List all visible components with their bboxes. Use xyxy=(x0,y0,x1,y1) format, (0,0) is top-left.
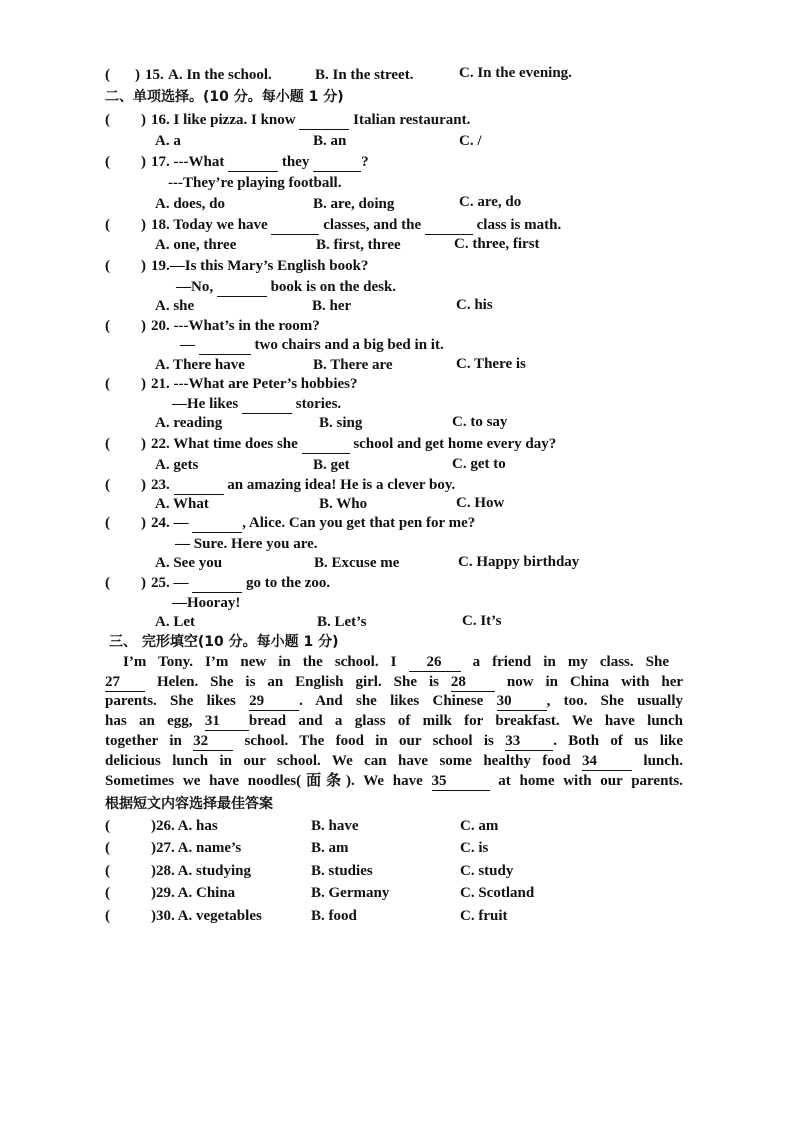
q22-option-c: C. get to xyxy=(452,456,506,472)
passage-line-3 xyxy=(105,692,683,711)
q24-stem-part2: , Alice. Can you get that pen for me? xyxy=(242,515,476,531)
passage-text: school. The food in our school is xyxy=(244,733,494,749)
q16-option-b: B. an xyxy=(313,133,347,149)
q21-blank xyxy=(242,395,292,414)
q25-option-b: B. Let’s xyxy=(317,614,367,630)
passage-line-2 xyxy=(105,673,683,692)
q25-stem-part2: go to the zoo. xyxy=(246,575,331,591)
q19-close-paren: ) xyxy=(141,258,146,274)
q20-option-a: A. There have xyxy=(155,357,245,373)
q22-option-a: A. gets xyxy=(155,457,199,473)
q17-option-b: B. are, doing xyxy=(313,196,395,212)
q17-blank-2 xyxy=(313,153,361,172)
section-3-title: 三、 完形填空(10 分。每小题 1 分) xyxy=(109,634,339,650)
passage-text: bread and a glass of milk for breakfast. We have lunch xyxy=(248,713,683,729)
q15-option-a: A. In the school. xyxy=(168,67,272,83)
q27-option-b: B. am xyxy=(311,840,349,856)
q17-option-a: A. does, do xyxy=(155,196,226,212)
q30-option-a: )30. A. vegetables xyxy=(151,908,262,924)
q19-option-c: C. his xyxy=(456,297,493,313)
q23-close-paren: ) xyxy=(141,477,146,493)
q24-stem xyxy=(151,514,475,533)
q16-close-paren: ) xyxy=(141,112,146,128)
q15-close-paren: ) xyxy=(135,67,140,83)
q25-option-a: A. Let xyxy=(155,614,195,630)
q19-reply-part1: —No, xyxy=(176,279,214,295)
q17-stem-part2: they xyxy=(281,154,310,170)
q25-stem-part1: 25. — xyxy=(151,575,189,591)
passage-line-6 xyxy=(105,752,683,771)
q16-option-c: C. / xyxy=(459,133,482,149)
q16-paren: ( xyxy=(105,112,110,128)
q19-reply xyxy=(176,278,396,297)
passage-text: a friend in my class. She xyxy=(472,654,670,670)
blank-29: 29 xyxy=(249,692,299,711)
passage-text: . Both of us like xyxy=(553,733,684,749)
q27-paren: ( xyxy=(105,840,110,856)
passage-text: lunch. xyxy=(643,753,684,769)
q17-stem xyxy=(151,153,369,172)
passage-text: delicious lunch in our school. We can have some healthy food xyxy=(105,753,571,769)
q30-option-c: C. fruit xyxy=(460,908,508,924)
q18-option-b: B. first, three xyxy=(316,237,401,253)
q24-reply: — Sure. Here you are. xyxy=(175,536,318,552)
q19-reply-part2: book is on the desk. xyxy=(270,279,397,295)
q20-option-c: C. There is xyxy=(456,356,526,372)
q30-paren: ( xyxy=(105,908,110,924)
passage-text: Sometimes we have noodles(面条). We have xyxy=(105,773,423,789)
q25-paren: ( xyxy=(105,575,110,591)
q24-option-c: C. Happy birthday xyxy=(458,554,580,570)
blank-30: 30 xyxy=(497,692,547,711)
q19-stem: 19.—Is this Mary’s English book? xyxy=(151,258,369,274)
blank-31: 31 xyxy=(205,712,249,731)
q18-blank-2 xyxy=(425,216,473,235)
q29-option-b: B. Germany xyxy=(311,885,390,901)
q15-paren: ( xyxy=(105,67,110,83)
q25-close-paren: ) xyxy=(141,575,146,591)
q20-option-b: B. There are xyxy=(313,357,393,373)
q20-reply-part2: two chairs and a big bed in it. xyxy=(254,337,444,353)
q20-close-paren: ) xyxy=(141,318,146,334)
q29-option-c: C. Scotland xyxy=(460,885,535,901)
q20-reply xyxy=(180,336,444,355)
passage-text: parents. She likes xyxy=(105,693,236,709)
q21-option-b: B. sing xyxy=(319,415,363,431)
q20-reply-part1: — xyxy=(180,337,195,353)
q23-stem-part2: an amazing idea! He is a clever boy. xyxy=(227,477,456,493)
q24-paren: ( xyxy=(105,515,110,531)
passage-line-5 xyxy=(105,732,683,751)
q16-stem xyxy=(151,111,470,130)
q25-option-c: C. It’s xyxy=(462,613,502,629)
q18-option-c: C. three, first xyxy=(454,236,540,252)
q20-paren: ( xyxy=(105,318,110,334)
q29-option-a: )29. A. China xyxy=(151,885,236,901)
q17-close-paren: ) xyxy=(141,154,146,170)
q18-blank-1 xyxy=(271,216,319,235)
q28-option-b: B. studies xyxy=(311,863,373,879)
q17-stem-part3: ? xyxy=(361,154,369,170)
q18-paren: ( xyxy=(105,217,110,233)
q23-option-c: C. How xyxy=(456,495,505,511)
q19-blank xyxy=(217,278,267,297)
q26-option-b: B. have xyxy=(311,818,359,834)
q28-paren: ( xyxy=(105,863,110,879)
q27-option-a: )27. A. name’s xyxy=(151,840,242,856)
q26-paren: ( xyxy=(105,818,110,834)
blank-32: 32 xyxy=(193,732,233,751)
q22-close-paren: ) xyxy=(141,436,146,452)
q30-option-b: B. food xyxy=(311,908,357,924)
blank-26: 26 xyxy=(409,653,461,672)
q29-paren: ( xyxy=(105,885,110,901)
q21-reply xyxy=(172,395,341,414)
q24-option-b: B. Excuse me xyxy=(314,555,400,571)
q26-option-c: C. am xyxy=(460,818,499,834)
q22-stem xyxy=(151,435,556,454)
q21-reply-part2: stories. xyxy=(295,396,342,412)
instruction-text: 根据短文内容选择最佳答案 xyxy=(105,796,273,812)
q24-option-a: A. See you xyxy=(155,555,223,571)
blank-28: 28 xyxy=(451,673,495,692)
q25-blank xyxy=(192,574,242,593)
q18-stem-part2: classes, and the xyxy=(323,217,422,233)
q23-option-a: A. What xyxy=(155,496,209,512)
q20-blank xyxy=(199,336,251,355)
q17-reply: ---They’re playing football. xyxy=(168,175,342,191)
passage-line-1 xyxy=(105,653,669,672)
q19-option-a: A. she xyxy=(155,298,195,314)
q23-stem xyxy=(151,476,455,495)
q18-close-paren: ) xyxy=(141,217,146,233)
q23-paren: ( xyxy=(105,477,110,493)
q23-option-b: B. Who xyxy=(319,496,368,512)
q18-option-a: A. one, three xyxy=(155,237,237,253)
q18-stem-part1: 18. Today we have xyxy=(151,217,268,233)
passage-text: I’m Tony. I’m new in the school. I xyxy=(123,654,397,670)
q15-option-c: C. In the evening. xyxy=(459,65,572,81)
q17-paren: ( xyxy=(105,154,110,170)
q16-stem-part1: 16. I like pizza. I know xyxy=(151,112,296,128)
blank-34: 34 xyxy=(582,752,632,771)
q21-option-c: C. to say xyxy=(452,414,508,430)
q20-stem: 20. ---What’s in the room? xyxy=(151,318,320,334)
passage-line-4 xyxy=(105,712,683,731)
q22-paren: ( xyxy=(105,436,110,452)
q17-blank-1 xyxy=(228,153,278,172)
blank-27: 27 xyxy=(105,673,145,692)
q24-stem-part1: 24. — xyxy=(151,515,189,531)
q16-blank xyxy=(299,111,349,130)
q18-stem-part3: class is math. xyxy=(476,217,562,233)
q16-stem-part2: Italian restaurant. xyxy=(353,112,471,128)
q22-option-b: B. get xyxy=(313,457,350,473)
q23-stem-part1: 23. xyxy=(151,477,170,493)
section-2-title: 二、单项选择。(10 分。每小题 1 分) xyxy=(105,89,344,105)
q26-option-a: )26. A. has xyxy=(151,818,218,834)
passage-text: together in xyxy=(105,733,182,749)
passage-text: has an egg, xyxy=(105,713,193,729)
q25-reply: —Hooray! xyxy=(172,595,241,611)
q28-option-a: )28. A. studying xyxy=(151,863,252,879)
passage-text: . And she likes Chinese xyxy=(299,693,484,709)
q21-paren: ( xyxy=(105,376,110,392)
q24-close-paren: ) xyxy=(141,515,146,531)
passage-text: now in China with her xyxy=(506,674,684,690)
q22-blank xyxy=(302,435,350,454)
q22-stem-part1: 22. What time does she xyxy=(151,436,298,452)
blank-35: 35 xyxy=(432,772,490,791)
q19-option-b: B. her xyxy=(312,298,352,314)
passage-text: at home with our parents. xyxy=(498,773,684,789)
q17-stem-part1: 17. ---What xyxy=(151,154,225,170)
passage-text: Helen. She is an English girl. She is xyxy=(156,674,439,690)
q15-option-b: B. In the street. xyxy=(315,67,414,83)
q25-stem xyxy=(151,574,330,593)
q22-stem-part2: school and get home every day? xyxy=(353,436,557,452)
q21-close-paren: ) xyxy=(141,376,146,392)
q21-reply-part1: —He likes xyxy=(172,396,239,412)
q21-option-a: A. reading xyxy=(155,415,223,431)
q27-option-c: C. is xyxy=(460,840,489,856)
q19-paren: ( xyxy=(105,258,110,274)
q15-number: 15. xyxy=(145,67,164,83)
q17-option-c: C. are, do xyxy=(459,194,522,210)
q16-option-a: A. a xyxy=(155,133,181,149)
q18-stem xyxy=(151,216,561,235)
q21-stem: 21. ---What are Peter’s hobbies? xyxy=(151,376,358,392)
passage-text: , too. She usually xyxy=(546,693,684,709)
q23-blank xyxy=(174,476,224,495)
q28-option-c: C. study xyxy=(460,863,514,879)
q24-blank xyxy=(192,514,242,533)
blank-33: 33 xyxy=(505,732,553,751)
passage-line-7 xyxy=(105,772,683,791)
